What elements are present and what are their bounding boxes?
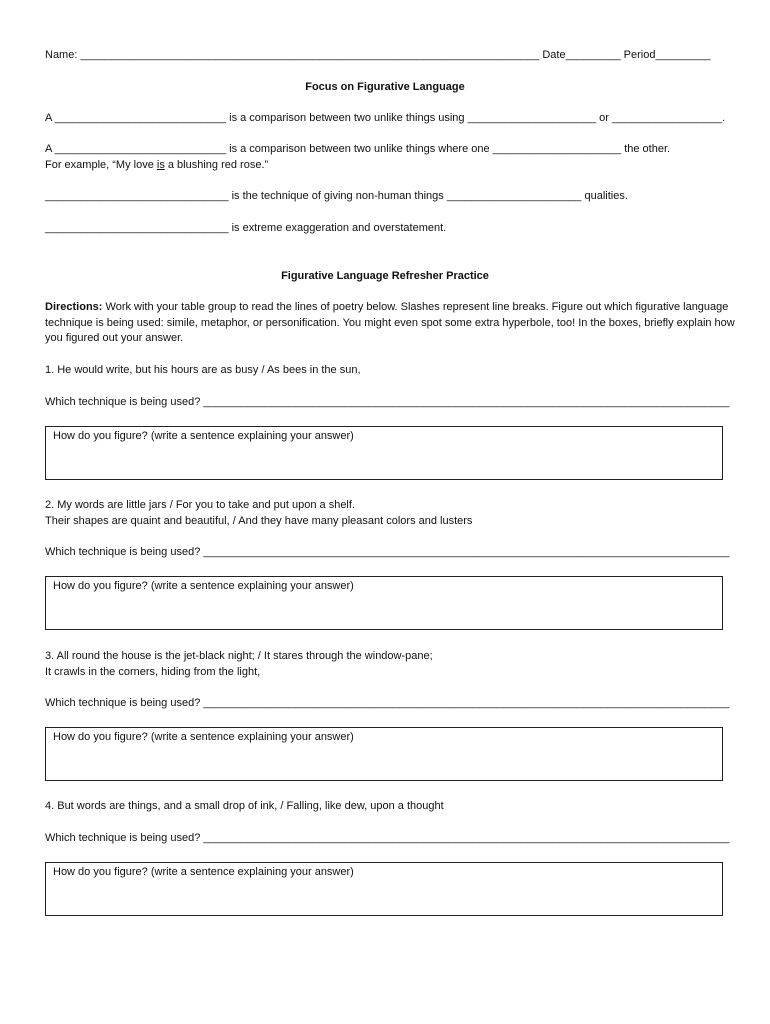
question-2-line-1: 2. My words are little jars / For you to take and put upon a shelf. [45,499,355,511]
explanation-box-label: How do you figure? (write a sentence explaining your answer) [53,580,354,592]
example-suffix: a blushing red rose.” [164,159,269,171]
question-4: 4. But words are things, and a small drop of ink, / Falling, like dew, upon a thought [45,800,444,812]
directions [45,300,735,347]
name-date-period-line[interactable]: Name: ___________________________________________________________________________ Date_________ Period_________ [45,49,711,61]
hyperbole-definition-line[interactable]: ______________________________ is extreme exaggeration and overstatement. [45,222,447,234]
metaphor-definition-line[interactable]: A ____________________________ is a comparison between two unlike things where one _____________________ the other. [45,143,671,155]
example-prefix: For example, “My love [45,159,157,171]
question-1: 1. He would write, but his hours are as busy / As bees in the sun, [45,364,361,376]
explanation-box-label: How do you figure? (write a sentence explaining your answer) [53,430,354,442]
directions-label: Directions: [45,301,103,313]
which-technique-line-4[interactable]: Which technique is being used? ______________________________________________________________________________________ [45,832,730,844]
question-3-line-2: It crawls in the corners, hiding from the light, [45,666,261,678]
explanation-box-label: How do you figure? (write a sentence explaining your answer) [53,866,354,878]
metaphor-example [45,158,268,172]
example-underlined-word: is [156,159,165,171]
which-technique-line-1[interactable]: Which technique is being used? ______________________________________________________________________________________ [45,396,730,408]
directions-text: Work with your table group to read the lines of poetry below. Slashes represent line breaks. Figure out which figurative language technique is being used: simile, metaphor, or personification. You might even spot some extra hyperbole, too! In the boxes, briefly explain how you figured out your answer. [45,301,735,344]
explanation-box-1[interactable] [45,426,723,480]
focus-title: Focus on Figurative Language [305,81,465,93]
which-technique-line-2[interactable]: Which technique is being used? ______________________________________________________________________________________ [45,546,730,558]
explanation-box-label: How do you figure? (write a sentence explaining your answer) [53,731,354,743]
question-3-line-1: 3. All round the house is the jet-black night; / It stares through the window-pane; [45,650,433,662]
practice-title: Figurative Language Refresher Practice [281,270,489,282]
question-2-line-2: Their shapes are quaint and beautiful, / And they have many pleasant colors and lusters [45,515,473,527]
simile-definition-line[interactable]: A ____________________________ is a comparison between two unlike things using _____________________ or __________________. [45,112,726,124]
explanation-box-3[interactable] [45,727,723,781]
which-technique-line-3[interactable]: Which technique is being used? ______________________________________________________________________________________ [45,697,730,709]
explanation-box-4[interactable] [45,862,723,916]
explanation-box-2[interactable] [45,576,723,630]
personification-definition-line[interactable]: ______________________________ is the technique of giving non-human things ______________________ qualities. [45,190,628,202]
